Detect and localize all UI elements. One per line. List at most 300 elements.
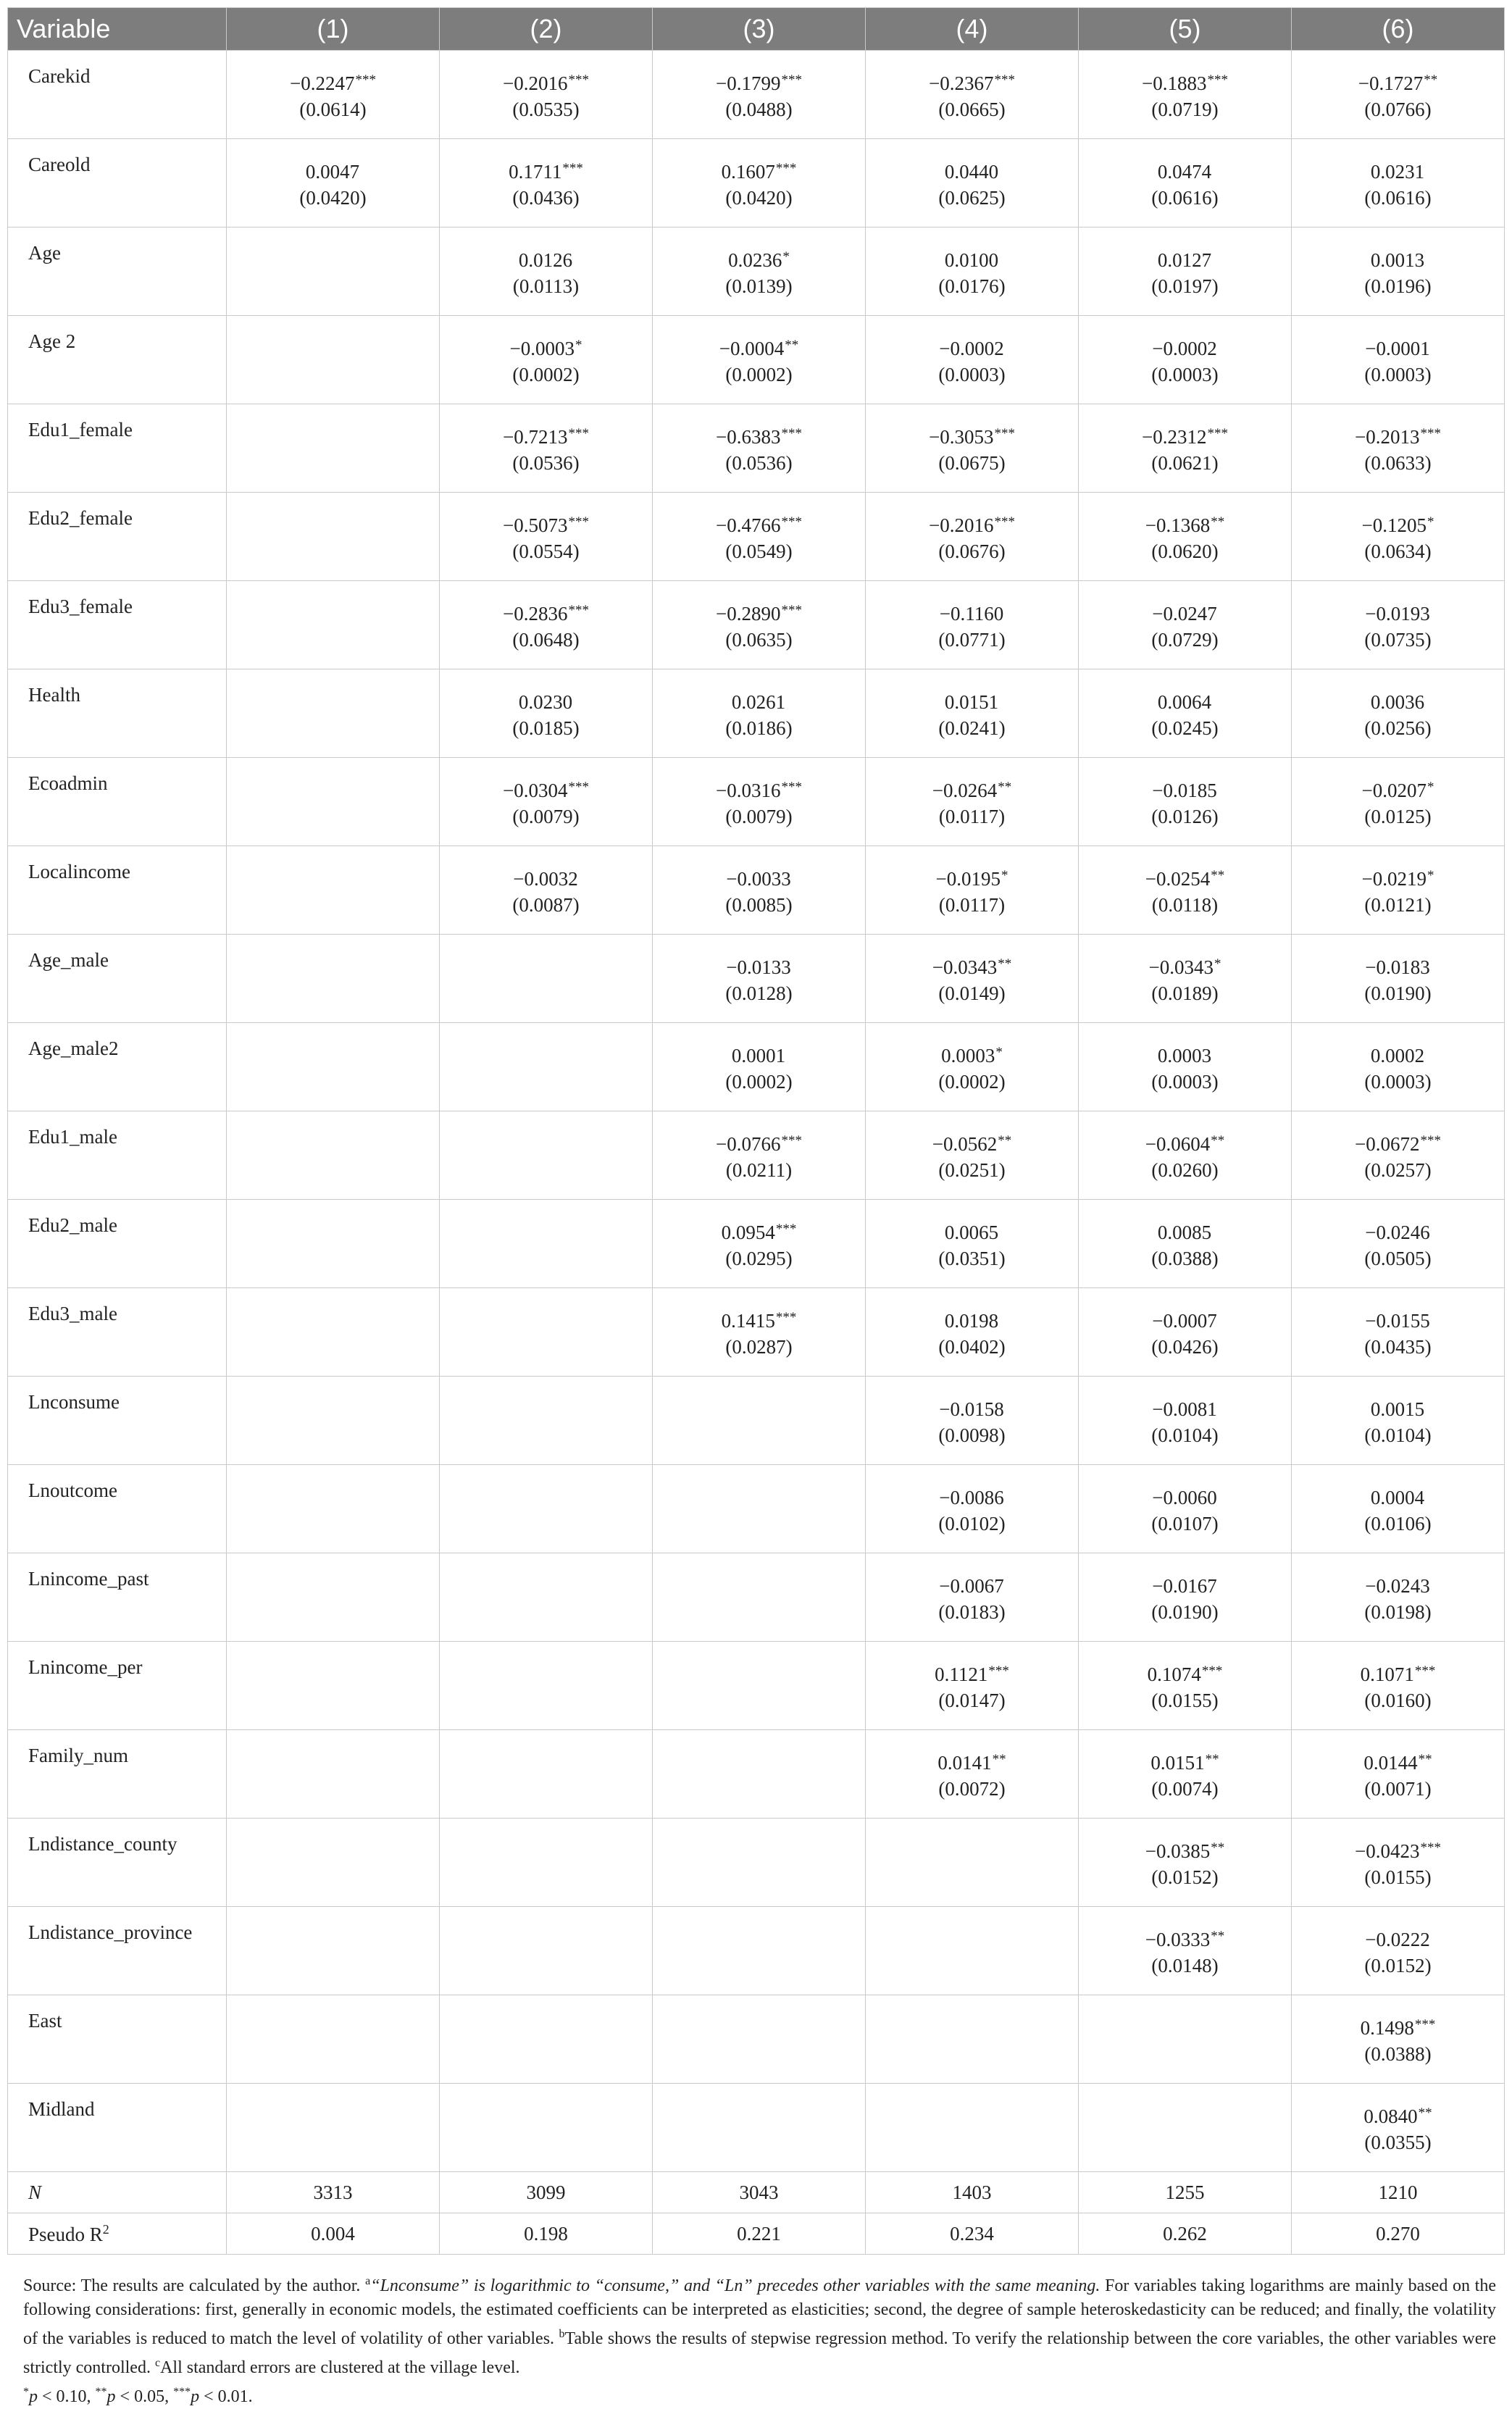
coefficient [866, 949, 1078, 979]
coefficient [440, 65, 652, 95]
table-row [8, 935, 1505, 1023]
estimate-cell [1079, 1642, 1292, 1730]
estimate-cell [866, 1465, 1079, 1553]
coefficient-value: −0.4766 [716, 514, 781, 536]
coefficient-value: −0.0343 [932, 956, 998, 978]
standard-error: (0.0117) [938, 894, 1006, 916]
coefficient [1079, 596, 1291, 625]
variable-name: Lnincome_past [8, 1553, 227, 1642]
coefficient-value: −0.0067 [939, 1575, 1004, 1597]
significance-stars: *** [781, 780, 802, 795]
estimate-cell [1079, 1200, 1292, 1288]
significance-stars: ** [1211, 1929, 1225, 1944]
coefficient-value: 0.0126 [518, 249, 573, 271]
standard-error: (0.0190) [1151, 1601, 1219, 1623]
coefficient [440, 507, 652, 537]
variable-name: Localincome [8, 846, 227, 935]
standard-error: (0.0128) [725, 982, 793, 1004]
coefficient [1079, 1214, 1291, 1244]
coefficient-value: 0.0001 [731, 1045, 786, 1066]
regression-table [7, 7, 1505, 2255]
standard-error: (0.0139) [725, 275, 793, 297]
standard-error: (0.0675) [938, 452, 1006, 474]
standard-error: (0.0117) [938, 806, 1006, 827]
coefficient-value: −0.0004 [719, 338, 785, 359]
estimate-cell [227, 935, 440, 1023]
n-label: N [8, 2172, 227, 2213]
estimate-cell [866, 581, 1079, 669]
estimate-cell [866, 1288, 1079, 1377]
standard-error: (0.0074) [1151, 1778, 1219, 1800]
standard-error: (0.0176) [938, 275, 1006, 297]
coefficient [440, 330, 652, 360]
table-row [8, 316, 1505, 404]
estimate-cell [653, 581, 866, 669]
coefficient-value: −0.0766 [716, 1133, 781, 1155]
estimate-cell [440, 846, 653, 935]
coefficient-value: −0.0086 [939, 1487, 1004, 1508]
note-a-quote: “ [370, 2276, 380, 2295]
coefficient [866, 330, 1078, 360]
standard-error: (0.0185) [512, 717, 580, 739]
significance-stars: *** [568, 514, 589, 530]
coefficient [1079, 1656, 1291, 1686]
coefficient-value: 0.0151 [944, 691, 999, 713]
significance-stars: ** [998, 1133, 1012, 1148]
significance-stars: ** [1418, 1752, 1432, 1767]
coefficient-value: −0.1883 [1142, 72, 1207, 94]
pseudo-r2-value: 0.198 [440, 2213, 653, 2255]
estimate-cell [1079, 2084, 1292, 2172]
estimate-cell [653, 1553, 866, 1642]
coefficient-value: −0.1368 [1145, 514, 1211, 536]
coefficient-value: −0.3053 [929, 426, 994, 448]
table-row [8, 139, 1505, 227]
coefficient-value: −0.1799 [716, 72, 781, 94]
estimate-cell [440, 1819, 653, 1907]
coefficient [1079, 1391, 1291, 1421]
standard-error: (0.0435) [1364, 1336, 1432, 1358]
estimate-cell [1292, 316, 1505, 404]
estimate-cell [1079, 139, 1292, 227]
coefficient-value: −0.0247 [1152, 603, 1217, 625]
estimate-cell [866, 51, 1079, 139]
standard-error: (0.0488) [725, 99, 793, 120]
standard-error: (0.0616) [1151, 187, 1219, 209]
estimate-cell [1292, 581, 1505, 669]
coefficient [866, 1568, 1078, 1598]
significance-stars: *** [781, 72, 802, 88]
coefficient [1292, 1833, 1504, 1863]
estimate-cell [1079, 581, 1292, 669]
coefficient-value: −0.2016 [929, 514, 994, 536]
table-row [8, 1553, 1505, 1642]
significance-stars: *** [781, 514, 802, 530]
coefficient [866, 507, 1078, 537]
coefficient-value: −0.0003 [509, 338, 575, 359]
standard-error: (0.0257) [1364, 1159, 1432, 1181]
estimate-cell [653, 51, 866, 139]
significance-stars: *** [1420, 1133, 1441, 1148]
significance-stars: *** [781, 603, 802, 618]
estimate-cell [653, 404, 866, 493]
coefficient-value: −0.0243 [1365, 1575, 1430, 1597]
estimate-cell [1079, 1819, 1292, 1907]
coefficient-value: −0.2890 [716, 603, 781, 625]
standard-error: (0.0729) [1151, 629, 1219, 651]
coefficient-value: −0.0002 [939, 338, 1004, 359]
estimate-cell [1292, 51, 1505, 139]
significance-stars: ** [1211, 1840, 1225, 1855]
coefficient [1292, 419, 1504, 448]
standard-error: (0.0186) [725, 717, 793, 739]
estimate-cell [653, 935, 866, 1023]
estimate-cell [227, 1465, 440, 1553]
standard-error: (0.0648) [512, 629, 580, 651]
standard-error: (0.0505) [1364, 1248, 1432, 1269]
table-row [8, 493, 1505, 581]
estimate-cell [1292, 1819, 1505, 1907]
table-row [8, 1907, 1505, 1995]
coefficient [1292, 1921, 1504, 1951]
coefficient [866, 1038, 1078, 1067]
table-row [8, 1465, 1505, 1553]
standard-error: (0.0251) [938, 1159, 1006, 1181]
significance-stars: * [782, 249, 790, 264]
n-value: 1255 [1079, 2172, 1292, 2213]
significance-stars: *** [994, 72, 1015, 88]
estimate-cell [1292, 669, 1505, 758]
coefficient-value: 0.0004 [1370, 1487, 1425, 1508]
pseudo-r2-row [8, 2213, 1505, 2255]
coefficient-value: −0.0333 [1145, 1929, 1211, 1950]
estimate-cell [1079, 935, 1292, 1023]
coefficient-value: −0.0183 [1365, 956, 1430, 978]
standard-error: (0.0436) [512, 187, 580, 209]
standard-error: (0.0287) [725, 1336, 793, 1358]
estimate-cell [1292, 1465, 1505, 1553]
coefficient [440, 684, 652, 714]
coefficient [1292, 772, 1504, 802]
table-row [8, 1288, 1505, 1377]
significance-stars: *** [1414, 1663, 1436, 1679]
estimate-cell [440, 581, 653, 669]
coefficient [866, 1479, 1078, 1509]
coefficient [1292, 596, 1504, 625]
coefficient [653, 596, 865, 625]
standard-error: (0.0634) [1364, 540, 1432, 562]
estimate-cell [227, 493, 440, 581]
estimate-cell [440, 1288, 653, 1377]
coefficient-value: 0.0065 [944, 1222, 999, 1243]
coefficient [1292, 684, 1504, 714]
standard-error: (0.0351) [938, 1248, 1006, 1269]
coefficient-value: −0.6383 [716, 426, 781, 448]
estimate-cell [440, 316, 653, 404]
significance-stars: *** [1420, 1840, 1441, 1855]
standard-error: (0.0155) [1364, 1866, 1432, 1888]
table-body [8, 51, 1505, 2255]
significance-stars: * [1427, 514, 1434, 530]
estimate-cell [440, 1642, 653, 1730]
estimate-cell [227, 404, 440, 493]
estimate-cell [1292, 1200, 1505, 1288]
variable-name: Age_male [8, 935, 227, 1023]
estimate-cell [1079, 227, 1292, 316]
pseudo-r2-value: 0.234 [866, 2213, 1079, 2255]
significance-stars: ** [992, 1752, 1006, 1767]
coefficient-value: −0.0195 [935, 868, 1001, 890]
coefficient [653, 772, 865, 802]
standard-error: (0.0102) [938, 1513, 1006, 1535]
coefficient [1079, 1921, 1291, 1951]
table-row [8, 1111, 1505, 1200]
coefficient-value: 0.0036 [1370, 691, 1425, 713]
coefficient-value: 0.0954 [721, 1222, 775, 1243]
header-model-4: (4) [866, 8, 1079, 51]
significance-stars: ** [998, 956, 1012, 972]
significance-stars: *** [562, 161, 583, 176]
estimate-cell [1079, 1730, 1292, 1819]
coefficient-value: −0.0167 [1152, 1575, 1217, 1597]
coefficient-value: −0.0155 [1365, 1310, 1430, 1332]
variable-name: Family_num [8, 1730, 227, 1819]
significance-stars: *** [994, 514, 1015, 530]
estimate-cell [227, 1023, 440, 1111]
estimate-cell [227, 51, 440, 139]
estimate-cell [653, 1642, 866, 1730]
standard-error: (0.0148) [1151, 1955, 1219, 1976]
coefficient [1292, 1303, 1504, 1332]
standard-error: (0.0118) [1151, 894, 1219, 916]
coefficient-value: −0.0604 [1145, 1133, 1211, 1155]
estimate-cell [1079, 1995, 1292, 2084]
estimate-cell [1292, 1111, 1505, 1200]
coefficient [1079, 1745, 1291, 1774]
coefficient [1079, 949, 1291, 979]
coefficient-value: −0.1160 [939, 603, 1004, 625]
estimate-cell [440, 1995, 653, 2084]
coefficient-value: −0.0033 [726, 868, 791, 890]
table-row [8, 1995, 1505, 2084]
coefficient-value: 0.0003 [1157, 1045, 1212, 1066]
estimate-cell [227, 139, 440, 227]
estimate-cell [227, 1200, 440, 1288]
coefficient-value: −0.0254 [1145, 868, 1211, 890]
note-a-marker: a [365, 2275, 371, 2287]
n-value: 3099 [440, 2172, 653, 2213]
significance-stars: * [1214, 956, 1221, 972]
coefficient [227, 65, 439, 95]
estimate-cell [440, 669, 653, 758]
estimate-cell [866, 1377, 1079, 1465]
coefficient [866, 242, 1078, 272]
significance-stars: *** [568, 603, 589, 618]
standard-error: (0.0719) [1151, 99, 1219, 120]
standard-error: (0.0107) [1151, 1513, 1219, 1535]
standard-error: (0.0106) [1364, 1513, 1432, 1535]
n-value: 3043 [653, 2172, 866, 2213]
estimate-cell [1079, 51, 1292, 139]
significance-stars: *** [775, 1310, 797, 1325]
variable-name: Ecoadmin [8, 758, 227, 846]
coefficient [440, 861, 652, 890]
standard-error: (0.0087) [512, 894, 580, 916]
coefficient-value: −0.0672 [1355, 1133, 1420, 1155]
coefficient [866, 1391, 1078, 1421]
sig-marker-3: *** [173, 2386, 191, 2398]
estimate-cell [440, 1023, 653, 1111]
standard-error: (0.0071) [1364, 1778, 1432, 1800]
coefficient [440, 772, 652, 802]
variable-name: Age [8, 227, 227, 316]
coefficient-value: 0.1071 [1360, 1663, 1414, 1685]
coefficient-value: −0.0246 [1365, 1222, 1430, 1243]
estimate-cell [653, 1907, 866, 1995]
significance-stars: *** [1414, 2017, 1436, 2032]
coefficient [1292, 861, 1504, 890]
estimate-cell [1292, 2084, 1505, 2172]
significance-stars: *** [775, 1222, 797, 1237]
coefficient-value: −0.2367 [929, 72, 994, 94]
estimate-cell [1079, 1111, 1292, 1200]
standard-error: (0.0536) [725, 452, 793, 474]
variable-name: Edu2_female [8, 493, 227, 581]
coefficient-value: 0.0230 [518, 691, 573, 713]
estimate-cell [1079, 1023, 1292, 1111]
estimate-cell [1292, 846, 1505, 935]
estimate-cell [1292, 1642, 1505, 1730]
estimate-cell [866, 1642, 1079, 1730]
standard-error: (0.0079) [725, 806, 793, 827]
coefficient [866, 1303, 1078, 1332]
estimate-cell [227, 581, 440, 669]
coefficient [866, 1745, 1078, 1774]
estimate-cell [866, 1200, 1079, 1288]
estimate-cell [1292, 1907, 1505, 1995]
coefficient [653, 1303, 865, 1332]
significance-stars: * [575, 338, 582, 353]
coefficient-value: 0.1607 [721, 161, 775, 183]
coefficient [653, 684, 865, 714]
coefficient [1079, 330, 1291, 360]
n-value: 1403 [866, 2172, 1079, 2213]
variable-name: Midland [8, 2084, 227, 2172]
estimate-cell [1079, 1377, 1292, 1465]
estimate-cell [227, 1377, 440, 1465]
significance-stars: ** [1211, 1133, 1225, 1148]
coefficient [653, 1038, 865, 1067]
coefficient-value: 0.0151 [1150, 1752, 1205, 1774]
estimate-cell [653, 669, 866, 758]
coefficient-value: 0.0085 [1157, 1222, 1212, 1243]
estimate-cell [653, 2084, 866, 2172]
standard-error: (0.0535) [512, 99, 580, 120]
significance-stars: *** [988, 1663, 1009, 1679]
estimate-cell [866, 139, 1079, 227]
coefficient-value: −0.1727 [1358, 72, 1424, 94]
standard-error: (0.0625) [938, 187, 1006, 209]
estimate-cell [653, 1200, 866, 1288]
estimate-cell [866, 1553, 1079, 1642]
estimate-cell [866, 316, 1079, 404]
estimate-cell [227, 1819, 440, 1907]
standard-error: (0.0149) [938, 982, 1006, 1004]
standard-error: (0.0735) [1364, 629, 1432, 651]
standard-error: (0.0085) [725, 894, 793, 916]
table-row [8, 1730, 1505, 1819]
coefficient-value: 0.0013 [1370, 249, 1425, 271]
significance-stars: ** [1211, 868, 1225, 883]
standard-error: (0.0554) [512, 540, 580, 562]
standard-error: (0.0211) [725, 1159, 793, 1181]
standard-error: (0.0633) [1364, 452, 1432, 474]
coefficient [1292, 2010, 1504, 2039]
table-row [8, 2084, 1505, 2172]
note-b-text: Table shows the results of stepwise regression method. To verify the relationship between the core variables, the other variables were strictly controlled. [23, 2329, 1497, 2377]
notes-paragraph [23, 2269, 1496, 2380]
coefficient-value: −0.0007 [1152, 1310, 1217, 1332]
coefficient-value: −0.2013 [1355, 426, 1420, 448]
coefficient-value: −0.2836 [503, 603, 568, 625]
coefficient [1292, 65, 1504, 95]
estimate-cell [653, 758, 866, 846]
standard-error: (0.0420) [299, 187, 367, 209]
variable-name: Lnoutcome [8, 1465, 227, 1553]
estimate-cell [866, 1819, 1079, 1907]
estimate-cell [440, 1907, 653, 1995]
variable-name: Lndistance_county [8, 1819, 227, 1907]
estimate-cell [227, 1730, 440, 1819]
estimate-cell [866, 846, 1079, 935]
coefficient-value: −0.2247 [290, 72, 355, 94]
coefficient [1079, 242, 1291, 272]
note-source: Source: The results are calculated by the author. [23, 2276, 366, 2295]
standard-error: (0.0256) [1364, 717, 1432, 739]
table-row [8, 227, 1505, 316]
estimate-cell [440, 227, 653, 316]
estimate-cell [227, 2084, 440, 2172]
coefficient [1292, 949, 1504, 979]
standard-error: (0.0665) [938, 99, 1006, 120]
table-row [8, 581, 1505, 669]
variable-name: Lnincome_per [8, 1642, 227, 1730]
estimate-cell [440, 404, 653, 493]
significance-stars: ** [785, 338, 799, 353]
significance-stars: ** [998, 780, 1012, 795]
estimate-cell [653, 1819, 866, 1907]
standard-error: (0.0766) [1364, 99, 1432, 120]
standard-error: (0.0402) [938, 1336, 1006, 1358]
coefficient [1292, 1479, 1504, 1509]
coefficient [1079, 419, 1291, 448]
coefficient [866, 1656, 1078, 1686]
standard-error: (0.0002) [938, 1071, 1006, 1093]
variable-name: Edu2_male [8, 1200, 227, 1288]
header-model-5: (5) [1079, 8, 1292, 51]
estimate-cell [1292, 1730, 1505, 1819]
coefficient [1292, 507, 1504, 537]
coefficient [1292, 1656, 1504, 1686]
standard-error: (0.0388) [1151, 1248, 1219, 1269]
estimate-cell [440, 758, 653, 846]
estimate-cell [1079, 846, 1292, 935]
estimate-cell [1079, 316, 1292, 404]
estimate-cell [1292, 493, 1505, 581]
note-c-marker: c [154, 2357, 161, 2369]
coefficient-value: 0.0144 [1363, 1752, 1418, 1774]
standard-error: (0.0003) [938, 364, 1006, 385]
